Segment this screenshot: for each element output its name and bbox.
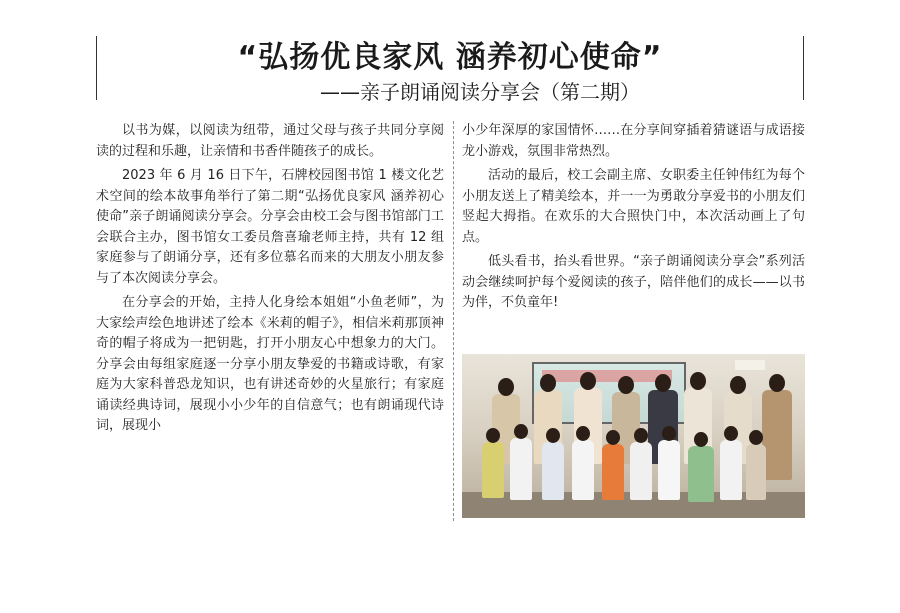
person-head [690, 372, 706, 390]
child-figure [602, 444, 624, 500]
child-head [724, 426, 738, 441]
child-head [546, 428, 560, 443]
person-head [655, 374, 671, 392]
child-figure [746, 444, 766, 500]
paragraph: 在分享会的开始，主持人化身绘本姐姐“小鱼老师”，为大家绘声绘色地讲述了绘本《米莉的帽子》，相信米莉那顶神奇的帽子将成为一把钥匙，打开小朋友心中想象力的大门。分享会由每组家庭逐一分享小朋友挚爱的书籍或诗歌，有家庭为大家科普恐龙知识，也有讲述奇妙的火星旅行；有家庭诵读经典诗词，展现小小少年的自信意气；也有朗诵现代诗词，展现小 [96, 295, 444, 433]
person-head [498, 378, 514, 396]
child-head [606, 430, 620, 445]
article-subtitle: ——亲子朗诵阅读分享会（第二期） [320, 80, 640, 104]
person-figure [762, 390, 792, 480]
person-head [730, 376, 746, 394]
child-head [514, 424, 528, 439]
person-head [769, 374, 785, 392]
child-figure [630, 442, 652, 500]
screen-banner [542, 370, 672, 382]
article-title: “弘扬优良家风 涵养初心使命” [237, 40, 663, 75]
child-head [662, 426, 676, 441]
child-head [576, 426, 590, 441]
paragraph: 低头看书，抬头看世界。“亲子朗诵阅读分享会”系列活动会继续呵护每个爱阅读的孩子，陪伴他们的成长——以书为伴，不负童年! [462, 254, 805, 310]
paragraph: 2023 年 6 月 16 日下午，石牌校园图书馆 1 楼文化艺术空间的绘本故事角举行了第二期“弘扬优良家风 涵养初心使命”亲子朗诵阅读分享会。分享会由校工会与图书馆部门工会联合主办，图书馆女工委员詹喜瑜老师主持，共有 12 组家庭参与了朗诵分享，还有多位慕名而来的大朋友小朋友参与了本次阅读分享会。 [96, 168, 444, 286]
group-photo [462, 354, 805, 518]
column-divider [453, 121, 454, 521]
child-figure [720, 440, 742, 500]
child-head [749, 430, 763, 445]
person-head [540, 374, 556, 392]
child-head [694, 432, 708, 447]
person-head [580, 372, 596, 390]
paragraph: 活动的最后，校工会副主席、女职委主任钟伟红为每个小朋友送上了精美绘本，并一一为勇敢分享爱书的小朋友们竖起大拇指。在欢乐的大合照快门中，本次活动画上了句点。 [462, 168, 805, 245]
child-figure [688, 446, 714, 502]
child-figure [510, 438, 532, 500]
child-head [486, 428, 500, 443]
child-head [634, 428, 648, 443]
child-figure [658, 440, 680, 500]
child-figure [572, 440, 594, 500]
child-figure [482, 442, 504, 498]
article-right-column [462, 121, 805, 318]
ceiling-light [735, 360, 765, 370]
person-head [618, 376, 634, 394]
paragraph: 小少年深厚的家国情怀……在分享间穿插着猜谜语与成语接龙小游戏，氛围非常热烈。 [462, 123, 805, 159]
child-figure [542, 442, 564, 500]
article-left-column [96, 121, 444, 441]
paragraph: 以书为媒，以阅读为纽带，通过父母与孩子共同分享阅读的过程和乐趣，让亲情和书香伴随孩子的成长。 [96, 123, 444, 159]
